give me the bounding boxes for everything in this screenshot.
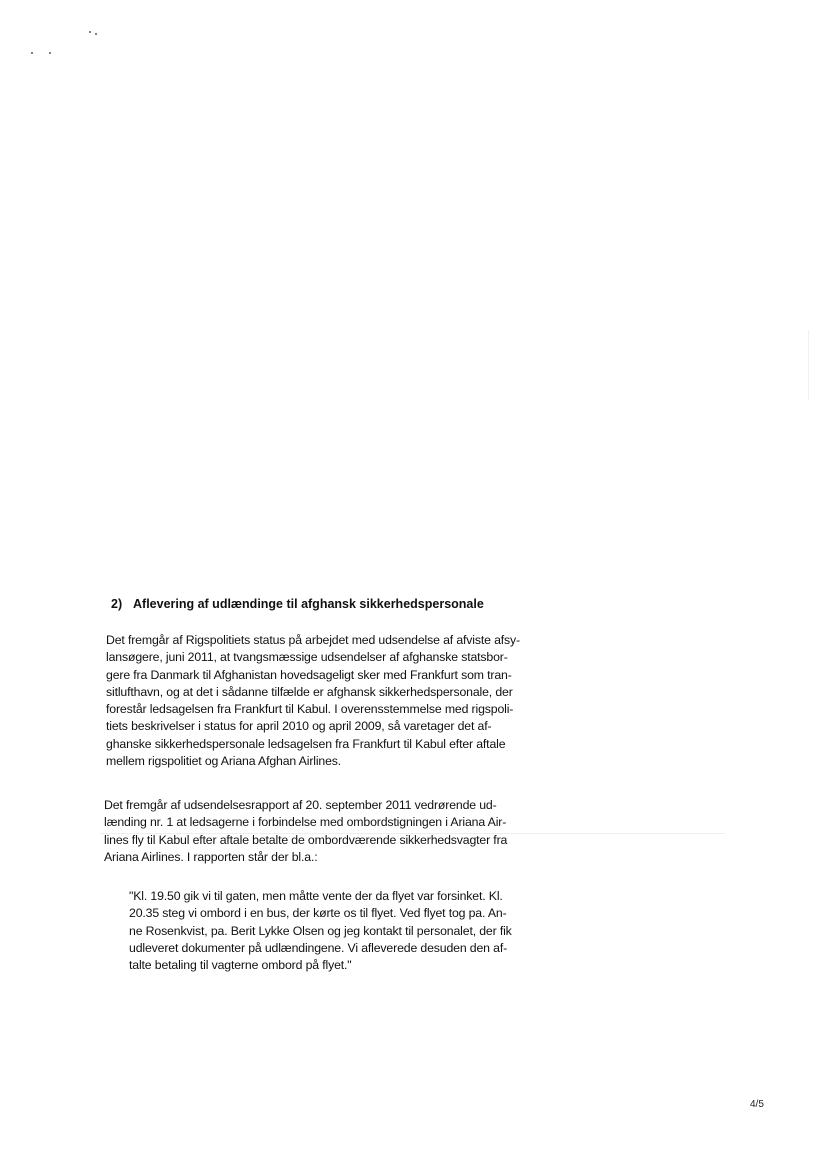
quote-line: "Kl. 19.50 gik vi til gaten, men måtte vente der da flyet var forsinket. Kl. — [129, 889, 503, 903]
paragraph-line: Ariana Airlines. I rapporten står der bl.a.: — [104, 849, 318, 864]
paragraph-line: forestår ledsagelsen fra Frankfurt til Kabul. I overensstemmelse med rigspoli- — [106, 702, 514, 717]
paragraph-line: sitlufthavn, og at det i sådanne tilfælde er afghansk sikkerhedspersonale, der — [106, 684, 513, 699]
scan-edge-mark — [808, 330, 809, 400]
paragraph-line: lænding nr. 1 at ledsagerne i forbindelse med ombordstigningen i Ariana Air- — [104, 815, 507, 830]
scan-speck — [95, 33, 97, 35]
quote-line: udleveret dokumenter på udlændingene. Vi afleverede desuden den af- — [129, 940, 508, 955]
body-paragraph — [106, 632, 576, 770]
block-quote — [129, 888, 559, 974]
paragraph-line: gere fra Danmark til Afghanistan hovedsageligt sker med Frankfurt som tran- — [106, 667, 512, 682]
section-title: Aflevering af udlændinge til afghansk sikkerhedspersonale — [133, 597, 484, 611]
paragraph-line: mellem rigspolitiet og Ariana Afghan Airlines. — [106, 754, 342, 769]
quote-line: 20.35 steg vi ombord i en bus, der kørte os til flyet. Ved flyet tog pa. An- — [129, 906, 507, 921]
section-heading — [111, 596, 571, 612]
quote-line: talte betaling til vagterne ombord på flyet." — [129, 958, 352, 973]
paragraph-line: lansøgere, juni 2011, at tvangsmæssige udsendelser af afghanske statsbor- — [106, 650, 508, 665]
paragraph-line: Det fremgår af udsendelsesrapport af 20. september 2011 vedrørende ud- — [104, 798, 497, 812]
quote-line: ne Rosenkvist, pa. Berit Lykke Olsen og jeg kontakt til personalet, der fik — [129, 923, 512, 938]
paragraph-line: tiets beskrivelser i status for april 2010 og april 2009, så varetager det af- — [106, 719, 492, 734]
section-number: 2) — [111, 597, 123, 611]
scan-speck — [49, 52, 51, 54]
paragraph-line: lines fly til Kabul efter aftale betalte de ombordværende sikkerhedsvagter fra — [104, 832, 508, 847]
page-number: 4/5 — [750, 1099, 764, 1110]
scan-speck — [89, 31, 91, 33]
body-paragraph — [104, 797, 574, 866]
paragraph-line: Det fremgår af Rigspolitiets status på arbejdet med udsendelse af afviste afsy- — [106, 633, 520, 647]
paragraph-line: ghanske sikkerhedspersonale ledsagelsen fra Frankfurt til Kabul efter aftale — [106, 736, 506, 751]
scan-speck — [31, 52, 33, 54]
